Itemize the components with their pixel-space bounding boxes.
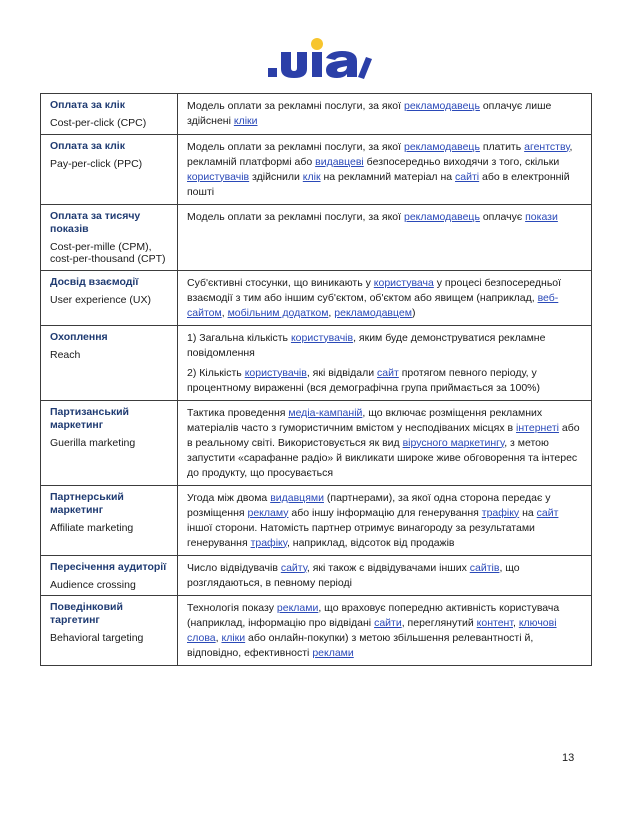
definition-paragraph bbox=[187, 366, 584, 396]
definition-text: , яким буде демонструватися рекламне повідомлення bbox=[187, 331, 546, 359]
glossary-link[interactable]: реклами bbox=[276, 602, 319, 614]
definition-cell bbox=[178, 325, 592, 400]
glossary-link[interactable]: видавцями bbox=[270, 491, 324, 504]
logo-dot bbox=[268, 68, 277, 77]
term-ukrainian: Пересічення аудиторії bbox=[50, 560, 167, 573]
term-english: Behavioral targeting bbox=[50, 632, 144, 644]
glossary-link[interactable]: видавцеві bbox=[315, 155, 364, 168]
glossary-link[interactable]: рекламодавець bbox=[403, 100, 480, 112]
term-ukrainian: Досвід взаємодії bbox=[50, 275, 139, 288]
definition-paragraph bbox=[187, 491, 584, 551]
term-cell bbox=[41, 94, 178, 135]
term-cell bbox=[41, 400, 178, 485]
term-ukrainian: Оплата за клік bbox=[50, 139, 125, 152]
term-cell bbox=[41, 325, 178, 400]
term-english: Cost-per-click (CPC) bbox=[50, 117, 147, 129]
definition-cell bbox=[178, 596, 592, 666]
definition-text: , bbox=[513, 617, 519, 629]
logo-yellow-dot bbox=[311, 38, 323, 50]
glossary-link[interactable]: сайт bbox=[536, 506, 559, 519]
glossary-link[interactable]: сайт bbox=[377, 366, 399, 379]
definition-text: на bbox=[519, 506, 537, 519]
term-english: Guerilla marketing bbox=[50, 436, 136, 449]
term-ukrainian: Охоплення bbox=[50, 330, 108, 343]
glossary-link[interactable]: трафіку bbox=[250, 536, 287, 549]
definition-text: , рекламній платформі або bbox=[187, 140, 573, 168]
definition-text: на рекламний матеріал на bbox=[320, 170, 456, 183]
term-ukrainian: Партизанський маркетинг bbox=[50, 405, 129, 431]
definition-text: або онлайн-покупки) з метою збільшення релевантності й, відповідно, ефективності bbox=[187, 632, 534, 659]
definition-text: , що враховує попередню активність користувача (наприклад, інформацію про відвідані bbox=[187, 602, 560, 629]
definition-text: безпосередньо виходячи з того, скільки bbox=[363, 155, 560, 168]
definition-text: , що включає розміщення рекламних матеріалів часто з гумористичним вмістом у несподіваних місцях в bbox=[187, 406, 543, 434]
glossary-link[interactable]: користувачів bbox=[187, 170, 250, 183]
definition-text: Суб'єктивні стосунки, що виникають у bbox=[187, 276, 374, 289]
term-cell bbox=[41, 270, 178, 325]
definition-cell bbox=[178, 555, 592, 596]
glossary-link[interactable]: ключові слова bbox=[187, 617, 557, 644]
term-cell bbox=[41, 485, 178, 555]
glossary-link[interactable]: сайтів bbox=[469, 561, 500, 574]
definition-text: іншої сторони. Натомість партнер отримує винагороду за результатами генерування bbox=[187, 521, 535, 549]
glossary-row bbox=[41, 94, 592, 135]
term-english: Audience crossing bbox=[50, 578, 136, 591]
definition-text: 1) Загальна кількість bbox=[187, 331, 291, 344]
glossary-link[interactable]: користувачів bbox=[290, 331, 354, 344]
definition-text: Тактика проведення bbox=[187, 406, 289, 419]
ua-logo-mark bbox=[264, 36, 374, 84]
definition-paragraph bbox=[187, 561, 584, 591]
definition-text: протягом певного періоду, у процентному вираженні (вся демографічна група приймається за 100%) bbox=[187, 366, 540, 394]
definition-text: Угода між двома bbox=[187, 491, 271, 504]
glossary-link[interactable]: рекламодавець bbox=[403, 210, 480, 223]
logo-letter-u bbox=[281, 52, 307, 78]
glossary-link[interactable]: медіа-кампаній bbox=[288, 406, 363, 419]
glossary-link[interactable]: агентству bbox=[524, 140, 570, 153]
glossary-link[interactable]: контент bbox=[476, 617, 513, 629]
glossary-link[interactable]: кліки bbox=[233, 115, 258, 127]
definition-text: , переглянутий bbox=[401, 617, 477, 629]
term-english: User experience (UX) bbox=[50, 293, 151, 306]
term-ukrainian: Оплата за клік bbox=[50, 99, 125, 111]
definition-text: , наприклад, відсоток від продажів bbox=[286, 536, 455, 549]
glossary-row bbox=[41, 270, 592, 325]
definition-text: 2) Кількість bbox=[187, 366, 245, 379]
glossary-row bbox=[41, 134, 592, 204]
definition-text: оплачує bbox=[479, 210, 526, 223]
definition-text: або в реальному світі. Використовується як вид bbox=[187, 421, 580, 449]
definition-text: Модель оплати за рекламні послуги, за якої bbox=[187, 210, 404, 223]
term-english: Reach bbox=[50, 348, 81, 361]
page-number: 13 bbox=[562, 752, 575, 764]
definition-text: , bbox=[328, 306, 335, 319]
glossary-link[interactable]: сайти bbox=[374, 617, 402, 629]
definition-text: (партнерами), за якої одна сторона передає у розміщення bbox=[187, 491, 551, 519]
definition-text: , bbox=[215, 632, 222, 644]
definition-cell bbox=[178, 134, 592, 204]
definition-paragraph bbox=[187, 210, 584, 225]
definition-text: здійснили bbox=[249, 170, 303, 183]
glossary-link[interactable]: рекламу bbox=[247, 506, 289, 519]
definition-text: , які також є відвідувачами інших bbox=[306, 561, 470, 574]
definition-paragraph bbox=[187, 99, 584, 129]
logo-letter-a bbox=[326, 51, 357, 78]
term-cell bbox=[41, 134, 178, 204]
definition-text: ) bbox=[411, 306, 416, 319]
glossary-link[interactable]: рекламодавець bbox=[403, 140, 480, 153]
definition-paragraph bbox=[187, 140, 584, 200]
glossary-row bbox=[41, 204, 592, 270]
definition-text: , bbox=[221, 306, 228, 319]
definition-cell bbox=[178, 270, 592, 325]
term-cell bbox=[41, 555, 178, 596]
definition-paragraph bbox=[187, 331, 584, 361]
glossary-table-body bbox=[41, 94, 592, 666]
glossary-link[interactable]: реклами bbox=[312, 647, 354, 659]
definition-text: , що розглядаються, в певному періоді bbox=[187, 561, 520, 589]
glossary-row bbox=[41, 596, 592, 666]
term-english: Pay-per-click (PPC) bbox=[50, 157, 143, 170]
definition-text: або іншу інформацію для генерування bbox=[288, 506, 482, 519]
definition-text: , з метою запустити «сарафанне радіо» й викликати широке живе обговорення та інтерес до продукту, що просувається bbox=[187, 436, 578, 479]
term-ukrainian: Поведінковий таргетинг bbox=[50, 601, 123, 626]
definition-cell bbox=[178, 94, 592, 135]
logo-stroke bbox=[358, 57, 372, 79]
glossary-table bbox=[40, 93, 592, 666]
glossary-link[interactable]: сайті bbox=[455, 170, 480, 183]
glossary-link[interactable]: мобільним додатком bbox=[227, 306, 329, 319]
definition-text: або в електронній пошті bbox=[187, 170, 570, 198]
definition-text: у процесі безпосередньої взаємодії з тим або іншим суб'єктом, об'єктом або явищем (наприклад, bbox=[187, 276, 562, 304]
glossary-link[interactable]: клік bbox=[302, 170, 321, 183]
term-ukrainian: Партнерський маркетинг bbox=[50, 490, 124, 516]
definition-cell bbox=[178, 485, 592, 555]
glossary-row bbox=[41, 485, 592, 555]
term-cell bbox=[41, 596, 178, 666]
glossary-row bbox=[41, 555, 592, 596]
glossary-link[interactable]: користувачів bbox=[244, 366, 307, 379]
definition-cell bbox=[178, 400, 592, 485]
definition-text: , які відвідали bbox=[306, 366, 378, 379]
glossary-link[interactable]: покази bbox=[525, 210, 558, 223]
definition-cell bbox=[178, 204, 592, 270]
term-english: Cost-per-mille (CPM), cost-per-thousand (CPT) bbox=[50, 240, 166, 265]
glossary-row bbox=[41, 400, 592, 485]
glossary-link[interactable]: вірусного маркетингу bbox=[402, 436, 505, 449]
logo-letter-i bbox=[312, 52, 322, 77]
definition-text: Модель оплати за рекламні послуги, за якої bbox=[187, 140, 404, 153]
glossary-link[interactable]: сайту bbox=[280, 561, 307, 574]
glossary-link[interactable]: кліки bbox=[221, 632, 246, 644]
site-logo bbox=[0, 36, 638, 86]
glossary-link[interactable]: веб-сайтом bbox=[187, 291, 559, 319]
term-ukrainian: Оплата за тисячу показів bbox=[50, 209, 141, 235]
definition-text: Модель оплати за рекламні послуги, за якої bbox=[187, 100, 404, 112]
definition-text: Технологія показу bbox=[187, 602, 277, 614]
glossary-link[interactable]: інтернеті bbox=[516, 421, 559, 434]
definition-text: платить bbox=[479, 140, 525, 153]
term-cell bbox=[41, 204, 178, 270]
definition-text: Число відвідувачів bbox=[187, 561, 281, 574]
definition-paragraph bbox=[187, 406, 584, 481]
definition-text: оплачує лише здійснені bbox=[187, 100, 552, 127]
glossary-row bbox=[41, 325, 592, 400]
glossary-link[interactable]: рекламодавцем bbox=[334, 306, 412, 319]
definition-paragraph bbox=[187, 601, 584, 661]
glossary-link[interactable]: трафіку bbox=[481, 506, 520, 519]
glossary-link[interactable]: користувача bbox=[373, 276, 434, 289]
term-english: Affiliate marketing bbox=[50, 521, 134, 534]
definition-paragraph bbox=[187, 276, 584, 321]
